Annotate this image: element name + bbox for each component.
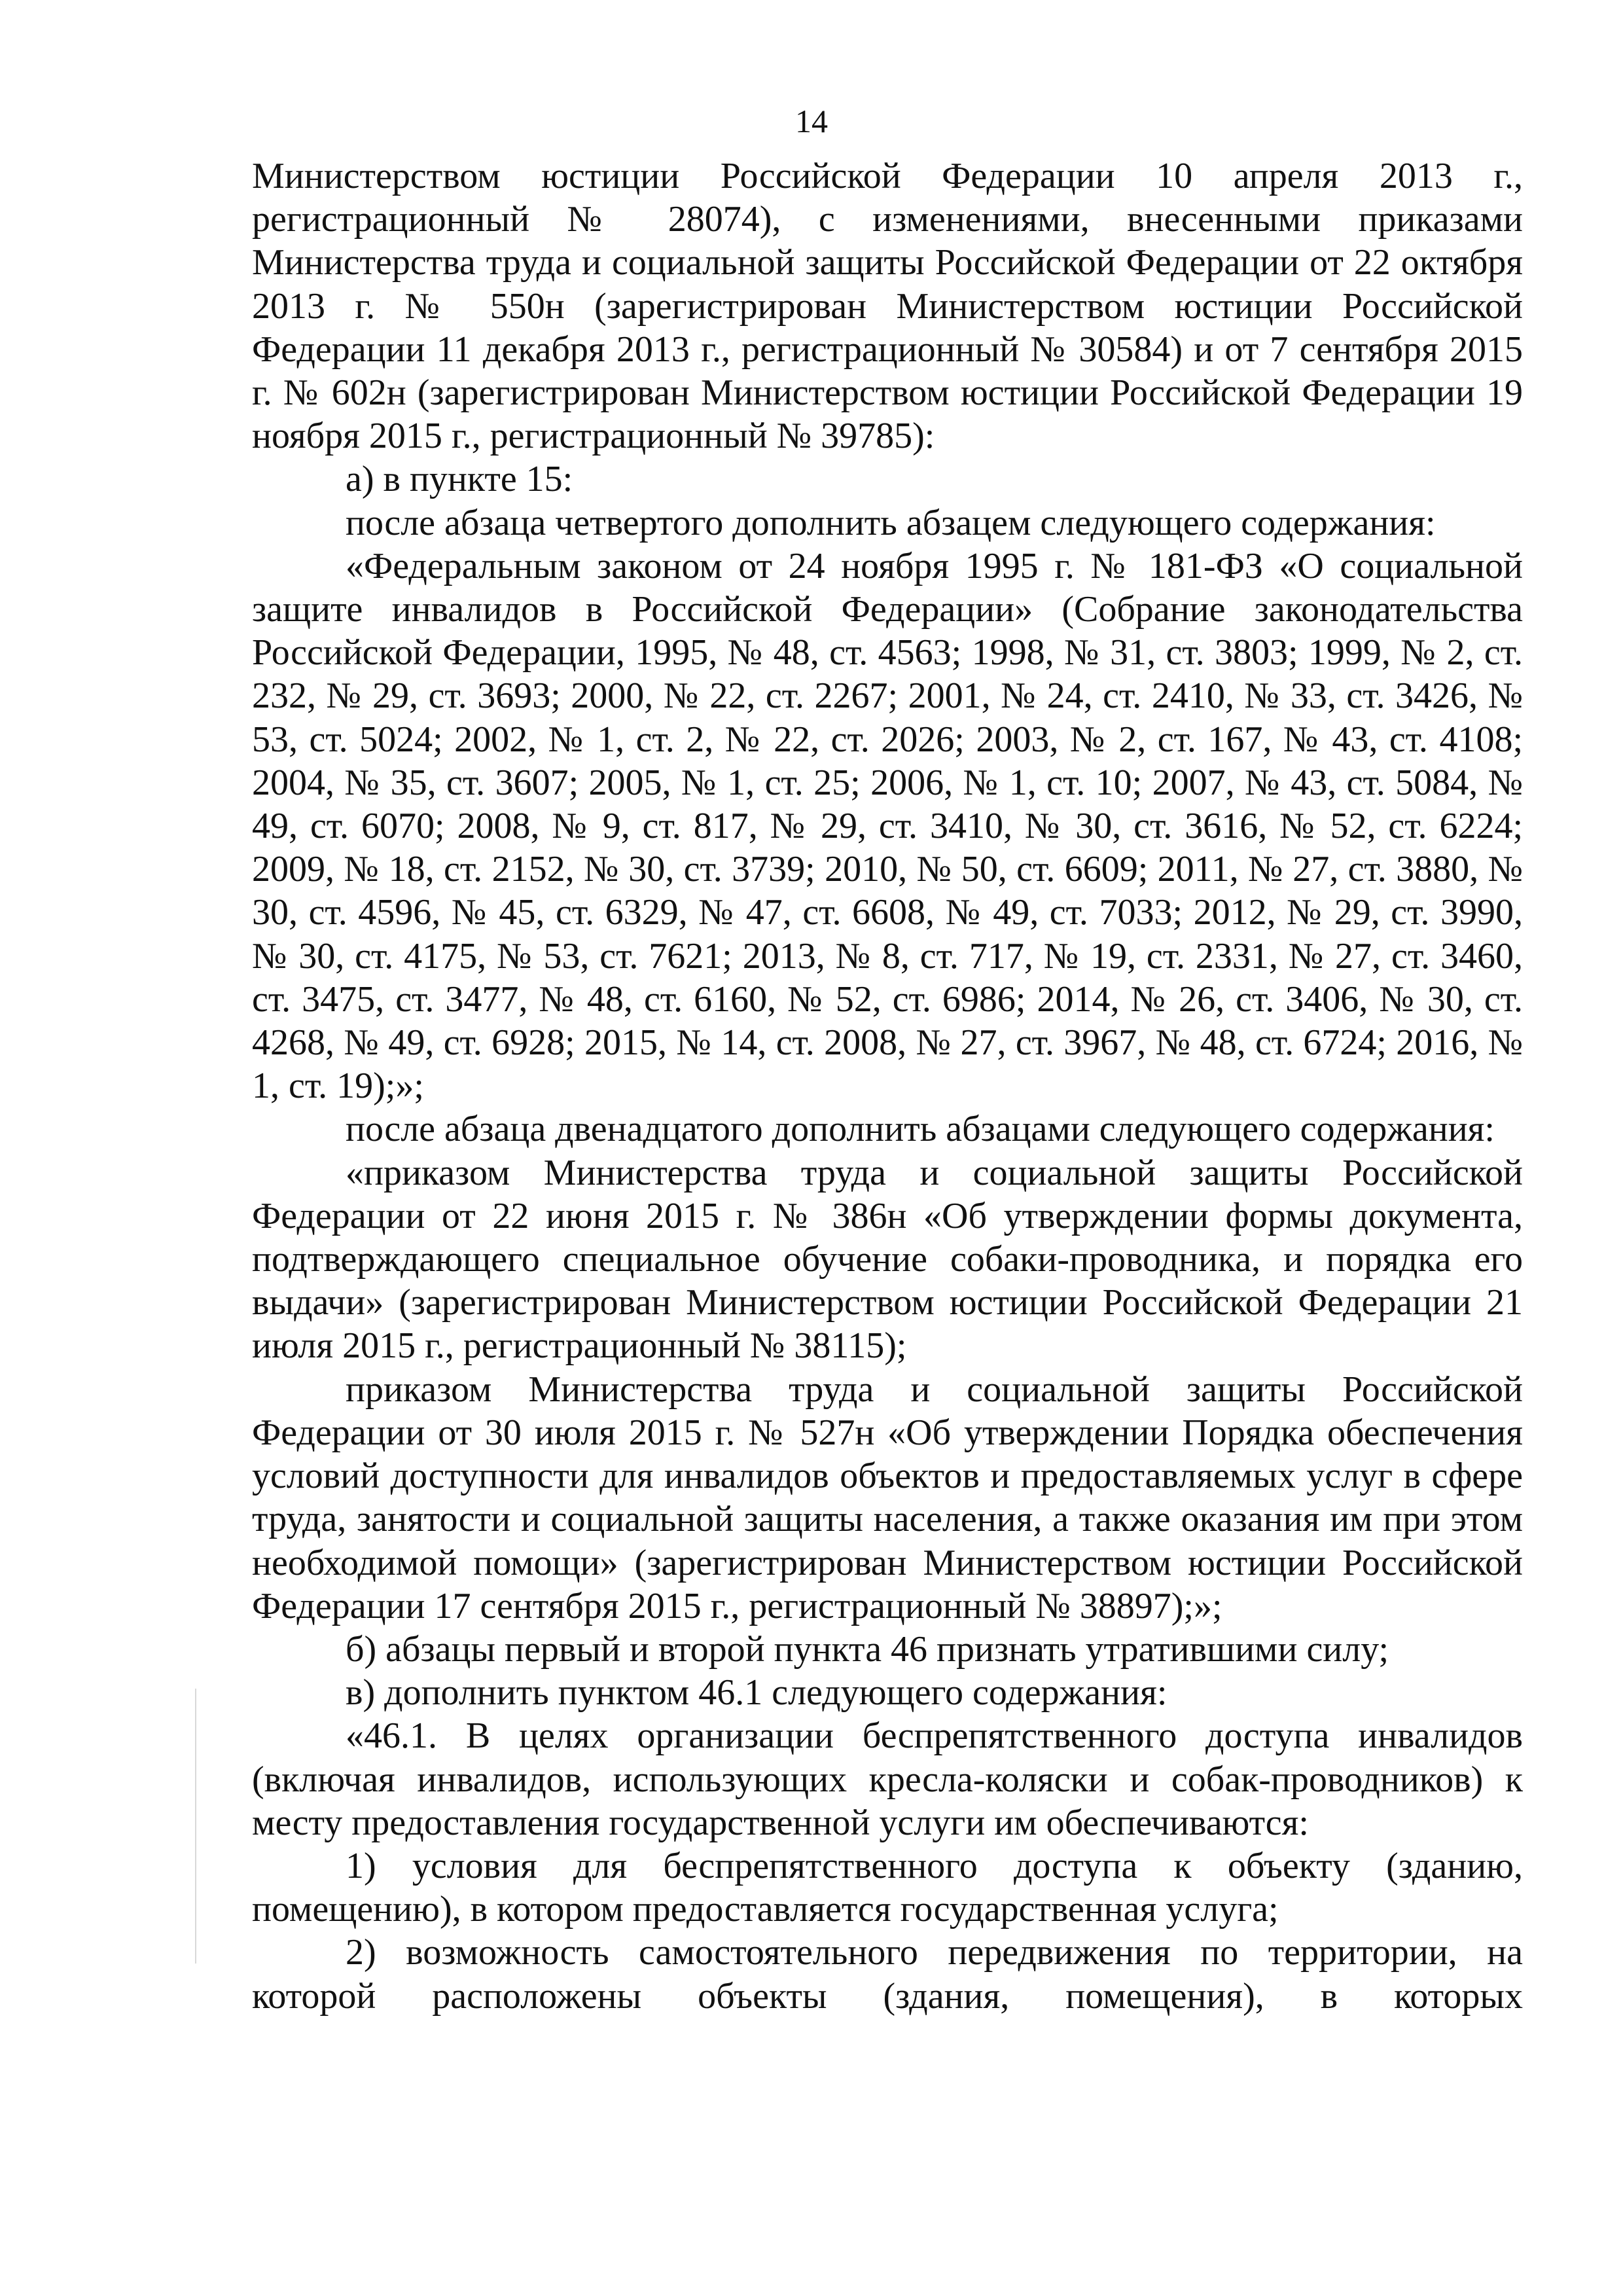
paragraph-order-386n: «приказом Министерства труда и социальной защиты Российской Федерации от 22 июня 2015 г. № 386н «Об утверждении формы документа, подтверждающего специальное обучение собаки-проводника, и порядка его выдачи» (зарегистрирован Министерством юстиции Российской Федерации 21 июля 2015 г., регистрационный № 38115); <box>252 1152 1523 1367</box>
paragraph-after-fourth: после абзаца четвертого дополнить абзацем следующего содержания: <box>346 502 1436 543</box>
document-body <box>252 154 1523 2018</box>
paragraph-ministry-registration: Министерством юстиции Российской Федерации 10 апреля 2013 г., регистрационный № 28074), с изменениями, внесенными приказами Министерства труда и социальной защиты Российской Федерации от 22 октября 2013 г. № 550н (зарегистрирован Министерством юстиции Российской Федерации 11 декабря 2013 г., регистрационный № 30584) и от 7 сентября 2015 г. № 602н (зарегистрирован Министерством юстиции Российской Федерации 19 ноября 2015 г., регистрационный № 39785): <box>252 156 1523 457</box>
paragraph-order-527n: приказом Министерства труда и социальной защиты Российской Федерации от 30 июля 2015 г. № 527н «Об утверждении Порядка обеспечения условий доступности для инвалидов объектов и предоставляемых услуг в сфере труда, занятости и социальной защиты населения, а также оказания им при этом необходимой помощи» (зарегистрирован Министерством юстиции Российской Федерации 17 сентября 2015 г., регистрационный № 38897);»; <box>252 1369 1523 1626</box>
paragraph-federal-law: «Федеральным законом от 24 ноября 1995 г. № 181-ФЗ «О социальной защите инвалидов в Российской Федерации» (Собрание законодательства Российской Федерации, 1995, № 48, ст. 4563; 1998, № 31, ст. 3803; 1999, № 2, ст. 232, № 29, ст. 3693; 2000, № 22, ст. 2267; 2001, № 24, ст. 2410, № 33, ст. 3426, № 53, ст. 5024; 2002, № 1, ст. 2, № 22, ст. 2026; 2003, № 2, ст. 167, № 43, ст. 4108; 2004, № 35, ст. 3607; 2005, № 1, ст. 25; 2006, № 1, ст. 10; 2007, № 43, ст. 5084, № 49, ст. 6070; 2008, № 9, ст. 817, № 29, ст. 3410, № 30, ст. 3616, № 52, ст. 6224; 2009, № 18, ст. 2152, № 30, ст. 3739; 2010, № 50, ст. 6609; 2011, № 27, ст. 3880, № 30, ст. 4596, № 45, ст. 6329, № 47, ст. 6608, № 49, ст. 7033; 2012, № 29, ст. 3990, № 30, ст. 4175, № 53, ст. 7621; 2013, № 8, ст. 717, № 19, ст. 2331, № 27, ст. 3460, ст. 3475, ст. 3477, № 48, ст. 6160, № 52, ст. 6986; 2014, № 26, ст. 3406, № 30, ст. 4268, № 49, ст. 6928; 2015, № 14, ст. 2008, № 27, ст. 3967, № 48, ст. 6724; 2016, № 1, ст. 19);»; <box>252 545 1523 1107</box>
page-number: 14 <box>795 103 828 139</box>
paragraph-item-a: а) в пункте 15: <box>346 459 573 500</box>
paragraph-subitem-1: 1) условия для беспрепятственного доступа к объекту (зданию, помещению), в котором предоставляется государственная услуга; <box>252 1845 1523 1930</box>
paragraph-item-b: б) абзацы первый и второй пункта 46 признать утратившими силу; <box>346 1628 1389 1670</box>
paragraph-46-1: «46.1. В целях организации беспрепятственного доступа инвалидов (включая инвалидов, использующих кресла-коляски и собак-проводников) к месту предоставления государственной услуги им обеспечиваются: <box>252 1715 1523 1843</box>
scan-artifact-line <box>195 1689 196 1964</box>
paragraph-after-twelfth: после абзаца двенадцатого дополнить абзацами следующего содержания: <box>346 1109 1495 1150</box>
paragraph-item-v: в) дополнить пунктом 46.1 следующего содержания: <box>346 1672 1168 1713</box>
paragraph-subitem-2: 2) возможность самостоятельного передвижения по территории, на которой расположены объекты (здания, помещения), в которых <box>252 1932 1523 2017</box>
